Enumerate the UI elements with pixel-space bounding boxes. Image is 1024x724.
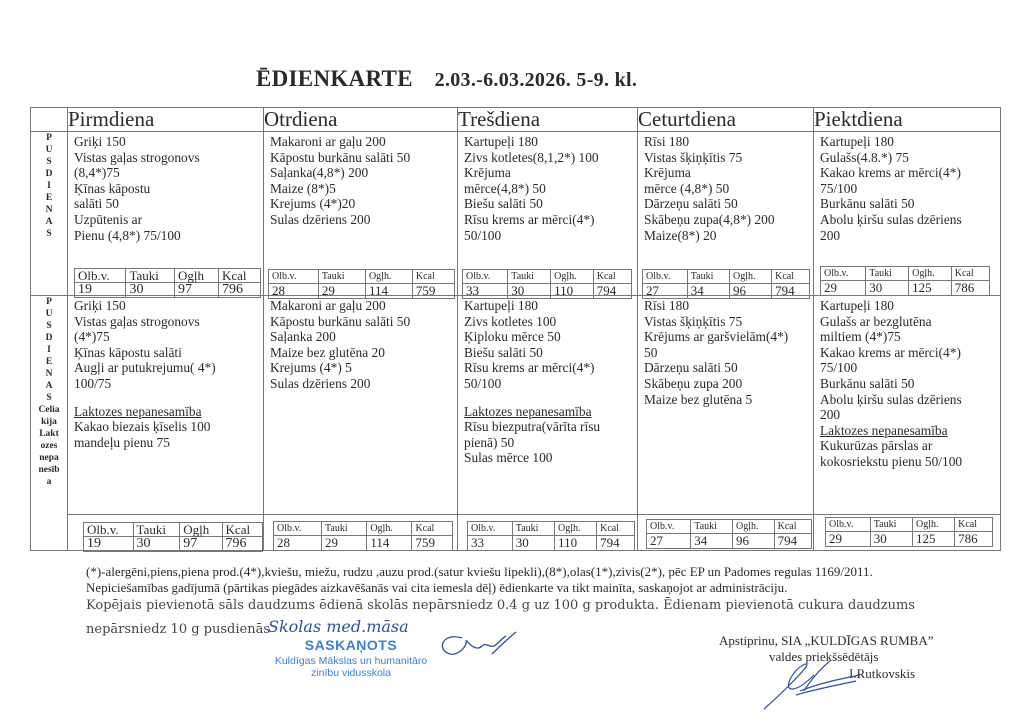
menu-title: [256, 66, 637, 92]
nutrition-value: 30: [512, 536, 554, 551]
nutrition-value: 786: [951, 281, 989, 296]
dish-item: Kāpostu burkānu salāti 50: [270, 313, 411, 329]
side-label-letter: kija: [41, 417, 57, 427]
dish-item: Saļanka(4,8*) 200: [270, 165, 369, 181]
nutrition-value: 27: [643, 284, 688, 299]
lactose-intolerance-heading: Laktozes nepanesamība: [820, 422, 948, 438]
day-header: Otrdiena: [264, 108, 458, 132]
nutrition-value: 125: [913, 532, 955, 547]
nutrition-header: Kcal: [412, 522, 453, 536]
side-label-letter: I: [47, 345, 51, 355]
nutrition-value: 29: [821, 281, 866, 296]
dish-item: Uzpūtenis ar: [74, 211, 143, 227]
nutrition-header: Ogļh.: [730, 270, 772, 284]
nutrition-header: Olb.v.: [269, 270, 319, 284]
nutrition-value: 796: [222, 537, 262, 552]
lactose-free-dish: pienā) 50: [464, 434, 515, 450]
dish-item: Krējuma: [464, 165, 511, 181]
dish-item: mērce(4,8*) 50: [464, 180, 546, 196]
dish-item: Krējuma: [644, 165, 691, 181]
nutrition-value: 34: [691, 534, 733, 549]
dish-item: Ķiploku mērce 50: [464, 329, 561, 345]
nutrition-value: 29: [318, 284, 365, 299]
nutrition-header: Kcal: [597, 522, 635, 536]
dish-item: Sulas dzēriens 200: [270, 375, 371, 391]
nutrition-header: Kcal: [772, 270, 810, 284]
dish-item: Makaroni ar gaļu 200: [270, 134, 386, 149]
side-label-letter: U: [45, 309, 53, 319]
stamp-title: SASKAŅOTS: [304, 637, 398, 653]
dish-item: Pienu (4,8*) 75/100: [74, 227, 181, 243]
nutrition-value: 786: [955, 532, 993, 547]
nutrition-table: [642, 269, 810, 299]
nutrition-value: 759: [412, 284, 454, 299]
dish-item: Krējums ar garšvielām(4*): [644, 329, 789, 345]
title-period: 2.03.-6.03.2026. 5-9. kl.: [434, 69, 638, 91]
nutrition-value: 794: [597, 536, 635, 551]
dish-item: Kartupeļi 180: [820, 134, 895, 149]
nutrition-header: Tauki: [126, 269, 175, 283]
lactose-free-dish: Kukurūzas pārslas ar: [820, 438, 933, 454]
nutrition-value: 96: [730, 284, 772, 299]
approval-line3: I.Rutkovskis: [849, 666, 916, 681]
dish-item: Burkānu salāti 50: [820, 375, 915, 391]
nutrition-value: 28: [269, 284, 319, 299]
special-cell: [264, 296, 458, 515]
nutrition-header: Tauki: [866, 267, 909, 281]
lactose-free-dish: Rīsu biezputra(vārīta rīsu: [464, 419, 601, 435]
day-header: Trešdiena: [458, 108, 638, 132]
nutrition-header: Ogļh.: [733, 520, 775, 534]
dish-item: Rīsi 180: [644, 134, 690, 149]
dish-item: (4*)75: [74, 329, 110, 345]
nutrition-value: 27: [647, 534, 691, 549]
nutrition-table: [825, 517, 993, 547]
nutrition-value: 30: [133, 537, 180, 552]
dish-item: Gulašs ar bezglutēna: [820, 313, 932, 329]
nutrition-table: [467, 521, 635, 551]
dish-item: Rīsi 180: [644, 298, 690, 313]
side-label-letter: N: [45, 369, 53, 379]
nutrition-value: 97: [175, 283, 219, 298]
nutrition-header: Olb.v.: [84, 523, 134, 537]
nutrition-value: 794: [772, 284, 810, 299]
dish-item: Gulašs(4.8.*) 75: [820, 149, 909, 165]
nutrition-value: 796: [218, 283, 260, 298]
side-label-letter: Lakt: [39, 429, 59, 439]
nutrition-header: Kcal: [593, 270, 631, 284]
dish-item: Zivs kotletes 100: [464, 313, 557, 329]
nutrition-value: 114: [365, 284, 412, 299]
header-row: [31, 108, 1001, 132]
dish-item: Maize bez glutēna 5: [644, 391, 753, 407]
special-diet-row: [31, 296, 1001, 515]
dish-item: Krejums (4*) 5: [270, 360, 352, 376]
dish-item: Sulas dzēriens 200: [270, 211, 371, 227]
nutrition-value: 33: [468, 536, 513, 551]
dish-item: Biešu salāti 50: [464, 344, 543, 360]
nutrition-value: 794: [593, 284, 631, 299]
dish-item: Makaroni ar gaļu 200: [270, 298, 386, 313]
nutrition-value: 29: [321, 536, 366, 551]
dish-item: Krejums (4*)20: [270, 196, 356, 212]
side-label-letter: S: [46, 393, 52, 403]
approval-stamp: [256, 637, 446, 679]
stamp-line2: zinību vidusskola: [311, 667, 391, 679]
dish-item: Augļi ar putukrejumu( 4*): [74, 360, 216, 376]
side-label-letter: A: [45, 217, 53, 227]
dish-item: Burkānu salāti 50: [820, 196, 915, 212]
nutrition-header: Kcal: [412, 270, 454, 284]
dish-item: Kartupeļi 180: [464, 298, 539, 313]
nutrition-header: Ogļh: [180, 523, 222, 537]
nutrition-table: [268, 269, 455, 299]
side-label-letter: A: [45, 381, 53, 391]
nutrition-value: 96: [733, 534, 775, 549]
dish-item: Skābeņu zupa 200: [644, 375, 743, 391]
day-header: Ceturtdiena: [638, 108, 814, 132]
nutrition-value: 19: [84, 537, 134, 552]
dish-item: 75/100: [820, 180, 858, 196]
dish-item: Kartupeļi 180: [464, 134, 539, 149]
side-label-letter: S: [46, 229, 52, 239]
dish-item: Biešu salāti 50: [464, 196, 543, 212]
change-note: Nepiciešamības gadījumā (pārtikas piegādes aizkavēšanās vai cita iemesla dēļ) ēdienkarte va tikt mainīta, saskaņojot ar administrāciju.: [86, 580, 788, 595]
dish-item: Maize(8*) 20: [644, 227, 717, 243]
dish-item: Kartupeļi 180: [820, 298, 895, 313]
lactose-intolerance-heading: Laktozes nepanesamība: [464, 403, 592, 419]
nutrition-value: 125: [909, 281, 952, 296]
nutrition-header: Olb.v.: [75, 269, 126, 283]
side-label-letter: Celia: [38, 405, 60, 415]
nutrition-value: 34: [687, 284, 729, 299]
nutrition-header: Ogļh.: [367, 522, 412, 536]
side-label-special: [31, 296, 68, 551]
nutrition-header: Tauki: [687, 270, 729, 284]
nutrition-header: Kcal: [218, 269, 260, 283]
side-label-letter: U: [45, 145, 53, 155]
dish-item: Kakao krems ar mērci(4*): [820, 165, 961, 181]
lactose-free-dish: mandeļu pienu 75: [74, 434, 170, 450]
nutrition-header: Olb.v.: [463, 270, 508, 284]
dish-item: Griķi 150: [74, 298, 126, 313]
side-label-letter: D: [45, 333, 53, 343]
nutrition-header: Kcal: [222, 523, 262, 537]
nutrition-table: [74, 268, 261, 298]
dish-item: Dārzeņu salāti 50: [644, 360, 738, 376]
nutrition-header: Tauki: [133, 523, 180, 537]
dish-item: Saļanka 200: [270, 329, 336, 345]
dish-item: 50/100: [464, 375, 502, 391]
nutrition-header: Tauki: [512, 522, 554, 536]
nurse-handwritten-note: Skolas med.māsa: [268, 617, 409, 636]
dish-item: 200: [820, 227, 841, 243]
nutrition-header: Olb.v.: [826, 518, 871, 532]
nutrition-header: Ogļh.: [909, 267, 952, 281]
side-label-letter: a: [46, 477, 52, 487]
nutrition-header: Tauki: [508, 270, 551, 284]
nutrition-table: [646, 519, 812, 549]
nutrition-table: [462, 269, 632, 299]
dish-item: 50/100: [464, 227, 502, 243]
dish-item: Skābeņu zupa(4,8*) 200: [644, 211, 775, 227]
side-label-letter: nepa: [39, 453, 59, 463]
nutrition-value: 30: [866, 281, 909, 296]
menu-table: [30, 107, 1001, 551]
nutrition-header: Ogļh.: [913, 518, 955, 532]
nutrition-value: 114: [367, 536, 412, 551]
nutrition-header: Tauki: [318, 270, 365, 284]
dish-item: 100/75: [74, 375, 112, 391]
dish-item: Rīsu krems ar mērci(4*): [464, 360, 595, 376]
nutrition-table: [83, 522, 263, 552]
nutrition-header: Olb.v.: [274, 522, 322, 536]
dish-item: Maize bez glutēna 20: [270, 344, 385, 360]
nutrition-header: Olb.v.: [647, 520, 691, 534]
nutrition-value: 33: [463, 284, 508, 299]
nutrition-value: 19: [75, 283, 126, 298]
nutrition-value: 29: [826, 532, 871, 547]
nutrition-header: Ogļh.: [551, 270, 594, 284]
dish-item: Griķi 150: [74, 134, 126, 149]
dish-item: 200: [820, 407, 841, 423]
dish-item: Maize (8*)5: [270, 180, 336, 196]
nutrition-value: 30: [126, 283, 175, 298]
nutrition-table: [273, 521, 453, 551]
side-label-letter: nesīb: [38, 465, 60, 475]
nutrition-header: Tauki: [321, 522, 366, 536]
allergen-note: (*)-alergēni,piens,piena prod.(4*),kviešu, miežu, rudzu ,auzu prod.(satur kviešu lipekli),(8*),olas(1*),zivis(2*), pēc EP un Padomes regulas 1169/2011.: [86, 564, 873, 579]
lactose-free-dish: kokosriekstu pienu 50/100: [820, 453, 963, 469]
nutrition-header: Ogļh.: [365, 270, 412, 284]
corner-cell: [31, 108, 68, 132]
dish-item: Ķīnas kāpostu: [74, 180, 151, 196]
special-cell: [68, 296, 264, 515]
side-label-letter: E: [45, 357, 53, 367]
approval-line1: Apstiprinu, SIA „KULDĪGAS RUMBA”: [719, 633, 934, 648]
dish-item: salāti 50: [74, 196, 119, 212]
nutrition-value: 794: [774, 534, 811, 549]
day-header: Pirmdiena: [68, 108, 264, 132]
side-label-lunch: [31, 132, 68, 296]
nutrition-header: Ogļh.: [555, 522, 597, 536]
nutrition-table: [820, 266, 990, 296]
side-label-letter: S: [46, 321, 52, 331]
side-label-letter: E: [45, 193, 53, 203]
dish-item: 75/100: [820, 360, 858, 376]
nutrition-header: Kcal: [774, 520, 811, 534]
dish-item: 50: [644, 344, 658, 360]
dish-item: Vistas šķiņķītis 75: [644, 149, 743, 165]
nutrition-value: 110: [551, 284, 594, 299]
nutrition-value: 30: [508, 284, 551, 299]
nutrition-header: Kcal: [951, 267, 989, 281]
nutrition-header: Olb.v.: [821, 267, 866, 281]
side-label-letter: I: [47, 181, 51, 191]
nutrition-header: Olb.v.: [643, 270, 688, 284]
dish-item: Rīsu krems ar mērci(4*): [464, 211, 595, 227]
dish-item: Kakao krems ar mērci(4*): [820, 344, 961, 360]
approval-line2: valdes priekšsēdētājs: [769, 649, 879, 664]
dish-item: Kāpostu burkānu salāti 50: [270, 149, 411, 165]
nutrition-value: 28: [274, 536, 322, 551]
nutrition-header: Tauki: [691, 520, 733, 534]
sugar-note: nepārsniedz 10 g pusdienās: [86, 622, 271, 637]
nutrition-header: Kcal: [955, 518, 993, 532]
special-cell: [458, 296, 638, 515]
dish-item: Dārzeņu salāti 50: [644, 196, 738, 212]
side-label-letter: P: [46, 297, 52, 307]
day-header: Piektdiena: [814, 108, 1001, 132]
nutrition-value: 30: [870, 532, 912, 547]
side-label-letter: S: [46, 157, 52, 167]
dish-item: Vistas gaļas strogonovs: [74, 313, 200, 329]
dish-item: (8,4*)75: [74, 165, 120, 181]
nutrition-value: 97: [180, 537, 222, 552]
side-label-letter: P: [46, 133, 52, 143]
dish-item: Abolu ķiršu sulas dzēriens: [820, 211, 962, 227]
nutrition-header: Tauki: [870, 518, 912, 532]
dish-item: Ķīnas kāpostu salāti: [74, 344, 182, 360]
nutrition-value: 110: [555, 536, 597, 551]
special-cell: [814, 296, 1001, 515]
salt-note: Kopējais pievienotā sāls daudzums ēdienā skolās nepārsniedz 0.4 g uz 100 g produkta. Ēdienam pievienotā cukura daudzums: [86, 598, 915, 613]
nutrition-value: 759: [412, 536, 453, 551]
director-signature-icon: [760, 655, 870, 711]
title-main: ĒDIENKARTE: [256, 66, 413, 91]
dish-item: Zivs kotletes(8,1,2*) 100: [464, 149, 599, 165]
side-label-letter: D: [45, 169, 53, 179]
dish-item: Vistas gaļas strogonovs: [74, 149, 200, 165]
dish-item: mērce (4,8*) 50: [644, 180, 730, 196]
dish-item: Vistas šķiņķītis 75: [644, 313, 743, 329]
dish-item: Abolu ķiršu sulas dzēriens: [820, 391, 962, 407]
side-label-letter: N: [45, 205, 53, 215]
side-label-letter: ozes: [40, 441, 58, 451]
stamp-line1: Kuldīgas Mākslas un humanitāro: [274, 655, 428, 667]
special-cell: [638, 296, 814, 515]
lactose-intolerance-heading: Laktozes nepanesamība: [74, 403, 202, 419]
nutrition-header: Ogļh: [175, 269, 219, 283]
lactose-free-dish: Sulas mērce 100: [464, 450, 553, 466]
nutrition-header: Olb.v.: [468, 522, 513, 536]
lactose-free-dish: Kakao biezais ķīselis 100: [74, 419, 211, 435]
dish-item: miltiem (4*)75: [820, 329, 901, 345]
